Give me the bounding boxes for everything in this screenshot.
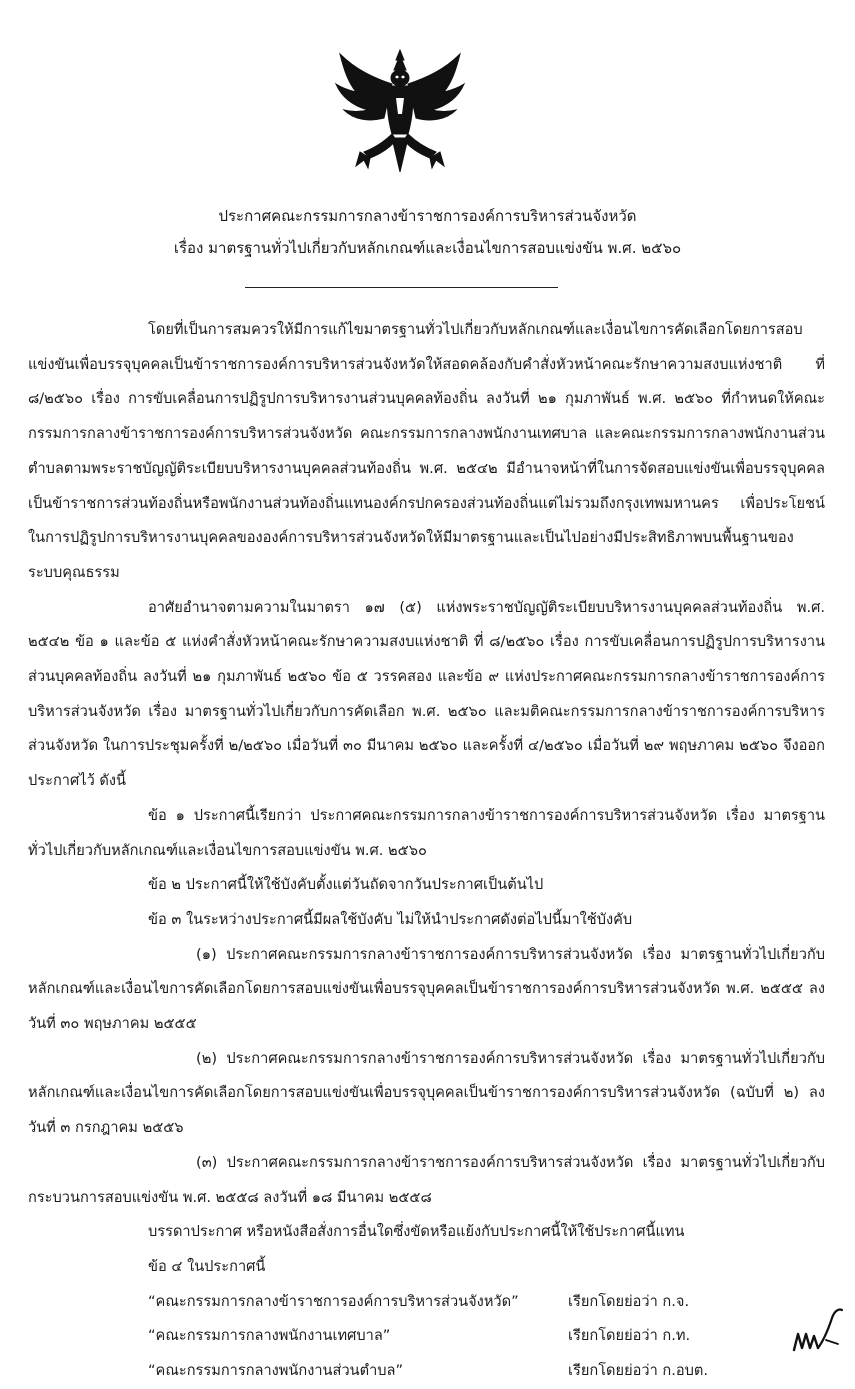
header-title: ประกาศคณะกรรมการกลางข้าราชการองค์การบริหารส่วนจังหวัด [218,207,637,225]
abbreviation-row [28,1354,825,1389]
repealed-item-3: (๓) ประกาศคณะกรรมการกลางข้าราชการองค์การบริหารส่วนจังหวัด เรื่อง มาตรฐานทั่วไปเกี่ยวกับกระบวนการสอบแข่งขัน พ.ศ. ๒๕๕๘ ลงวันที่ ๑๘ มีนาคม ๒๕๕๘ [28,1153,825,1206]
abbreviation-term: “คณะกรรมการกลางพนักงานเทศบาล” [148,1327,391,1345]
repealed-item-1: (๑) ประกาศคณะกรรมการกลางข้าราชการองค์การบริหารส่วนจังหวัด เรื่อง มาตรฐานทั่วไปเกี่ยวกับหลักเกณฑ์และเงื่อนไขการคัดเลือกโดยการสอบแข่งขันเพื่อบรรจุบุคคลเป็นข้าราชการองค์การบริหารส่วนจังหวัด พ.ศ. ๒๕๕๕ ลงวันที่ ๓๐ พฤษภาคม ๒๕๕๕ [28,945,825,1033]
abbreviation-short: เรียกโดยย่อว่า ก.อบต. [568,1362,709,1380]
repealed-item-2: (๒) ประกาศคณะกรรมการกลางข้าราชการองค์การบริหารส่วนจังหวัด เรื่อง มาตรฐานทั่วไปเกี่ยวกับหลักเกณฑ์และเงื่อนไขการคัดเลือกโดยการสอบแข่งขันเพื่อบรรจุบุคคลเป็นข้าราชการองค์การบริหารส่วนจังหวัด (ฉบับที่ ๒) ลงวันที่ ๓ กรกฎาคม ๒๕๕๖ [28,1049,825,1137]
preamble-paragraph: โดยที่เป็นการสมควรให้มีการแก้ไขมาตรฐานทั่วไปเกี่ยวกับหลักเกณฑ์และเงื่อนไขการคัดเลือกโดยการสอบแข่งขันเพื่อบรรจุบุคคลเป็นข้าราชการองค์การบริหารส่วนจังหวัดให้สอดคล้องกับคำสั่งหัวหน้าคณะรักษาความสงบแห่งชาติ ที่ ๘/๒๕๖๐ เรื่อง การขับเคลื่อนการปฏิรูปการบริหารงานส่วนบุคคลท้องถิ่น ลงวันที่ ๒๑ กุมภาพันธ์ พ.ศ. ๒๕๖๐ ที่กำหนดให้คณะกรรมการกลางข้าราชการองค์การบริหารส่วนจังหวัด คณะกรรมการกลางพนักงานเทศบาล และคณะกรรมการกลางพนักงานส่วนตำบลตามพระราชบัญญัติระเบียบบริหารงานบุคคลส่วนท้องถิ่น พ.ศ. ๒๕๔๒ มีอำนาจหน้าที่ในการจัดสอบแข่งขันเพื่อบรรจุบุคคลเป็นข้าราชการส่วนท้องถิ่นหรือพนักงานส่วนท้องถิ่นแทนองค์กรปกครองส่วนท้องถิ่นแต่ไม่รวมถึงกรุงเทพมหานคร เพื่อประโยชน์ในการปฏิรูปการบริหารงานบุคคลขององค์การบริหารส่วนจังหวัดให้มีมาตรฐานและเป็นไปอย่างมีประสิทธิภาพบนพื้นฐานของระบบคุณธรรม [28,321,825,581]
clause-1: ข้อ ๑ ประกาศนี้เรียกว่า ประกาศคณะกรรมการกลางข้าราชการองค์การบริหารส่วนจังหวัด เรื่อง มาตรฐานทั่วไปเกี่ยวกับหลักเกณฑ์และเงื่อนไขการสอบแข่งขัน พ.ศ. ๒๕๖๐ [28,806,825,859]
document-body [28,313,825,1389]
garuda-emblem-icon [334,48,466,174]
abbreviation-short: เรียกโดยย่อว่า ก.ท. [568,1327,691,1345]
header-subject: เรื่อง มาตรฐานทั่วไปเกี่ยวกับหลักเกณฑ์และเงื่อนไขการสอบแข่งขัน พ.ศ. ๒๕๖๐ [173,239,682,257]
abbreviation-short: เรียกโดยย่อว่า ก.จ. [568,1292,690,1310]
abbreviation-row [28,1285,825,1320]
clause-3: ข้อ ๓ ในระหว่างประกาศนี้มีผลใช้บังคับ ไม่ให้นำประกาศดังต่อไปนี้มาใช้บังคับ [148,910,633,928]
clause-4: ข้อ ๔ ในประกาศนี้ [148,1257,266,1275]
header-divider [245,287,558,288]
abbreviation-term: “คณะกรรมการกลางพนักงานส่วนตำบล” [148,1362,404,1380]
handwritten-initials [790,1300,850,1355]
abbreviation-term: “คณะกรรมการกลางข้าราชการองค์การบริหารส่วนจังหวัด” [148,1292,519,1310]
clause-2: ข้อ ๒ ประกาศนี้ให้ใช้บังคับตั้งแต่วันถัดจากวันประกาศเป็นต้นไป [148,876,544,894]
document-header [0,200,855,264]
closing-paragraph: บรรดาประกาศ หรือหนังสือสั่งการอื่นใดซึ่งขัดหรือแย้งกับประกาศนี้ให้ใช้ประกาศนี้แทน [148,1223,685,1241]
abbreviation-row [28,1319,825,1354]
authority-paragraph: อาศัยอำนาจตามความในมาตรา ๑๗ (๕) แห่งพระราชบัญญัติระเบียบบริหารงานบุคคลส่วนท้องถิ่น พ.ศ. ๒๕๔๒ ข้อ ๑ และข้อ ๕ แห่งคำสั่งหัวหน้าคณะรักษาความสงบแห่งชาติ ที่ ๘/๒๕๖๐ เรื่อง การขับเคลื่อนการปฏิรูปการบริหารงานส่วนบุคคลท้องถิ่น ลงวันที่ ๒๑ กุมภาพันธ์ ๒๕๖๐ ข้อ ๕ วรรคสอง และข้อ ๙ แห่งประกาศคณะกรรมการกลางข้าราชการองค์การบริหารส่วนจังหวัด เรื่อง มาตรฐานทั่วไปเกี่ยวกับการคัดเลือก พ.ศ. ๒๕๖๐ และมติคณะกรรมการกลางข้าราชการองค์การบริหารส่วนจังหวัด ในการประชุมครั้งที่ ๒/๒๕๖๐ เมื่อวันที่ ๓๐ มีนาคม ๒๕๖๐ และครั้งที่ ๔/๒๕๖๐ เมื่อวันที่ ๒๙ พฤษภาคม ๒๕๖๐ จึงออกประกาศไว้ ดังนี้ [28,598,825,790]
